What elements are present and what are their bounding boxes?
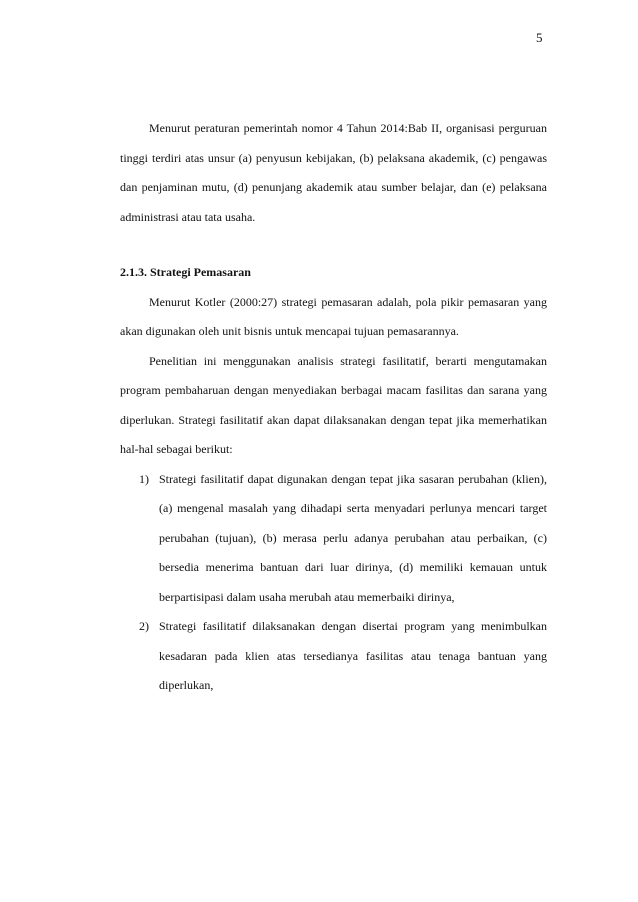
list-item-text: Strategi fasilitatif dapat digunakan dengan tepat jika sasaran perubahan (klien), (a) mengenal masalah yang dihadapi serta menyadari perlunya mencari target perubahan (tujuan), (b) merasa perlu adanya perubahan atau perbaikan, (c) bersedia menerima bantuan dari luar dirinya, (d) memiliki kemauan untuk berpartisipasi dalam usaha merubah atau memerbaiki dirinya, <box>159 471 547 604</box>
paragraph-organisasi: Menurut peraturan pemerintah nomor 4 Tahun 2014:Bab II, organisasi perguruan tinggi terdiri atas unsur (a) penyusun kebijakan, (b) pelaksana akademik, (c) pengawas dan penjaminan mutu, (d) penunjang akademik atau sumber belajar, dan (e) pelaksana administrasi atau tata usaha. <box>120 121 547 224</box>
document-body <box>120 114 547 701</box>
paragraph-penelitian: Penelitian ini menggunakan analisis strategi fasilitatif, berarti mengutamakan program pembaharuan dengan menyediakan berbagai macam fasilitas dan sarana yang diperlukan. Strategi fasilitatif akan dapat dilaksanakan dengan tepat jika memerhatikan hal-hal sebagai berikut: <box>120 353 547 456</box>
section-heading: 2.1.3. Strategi Pemasaran <box>120 265 251 279</box>
paragraph-kotler: Menurut Kotler (2000:27) strategi pemasaran adalah, pola pikir pemasaran yang akan digunakan oleh unit bisnis untuk mencapai tujuan pemasarannya. <box>120 294 547 338</box>
list-item-number: 1) <box>139 471 149 486</box>
list-item <box>120 465 547 613</box>
page-number: 5 <box>536 30 543 45</box>
list-item-text: Strategi fasilitatif dilaksanakan dengan disertai program yang menimbulkan kesadaran pada klien atas tersedianya fasilitas atau tenaga bantuan yang diperlukan, <box>159 619 547 692</box>
list-item-number: 2) <box>139 619 149 633</box>
list-item <box>120 612 547 701</box>
